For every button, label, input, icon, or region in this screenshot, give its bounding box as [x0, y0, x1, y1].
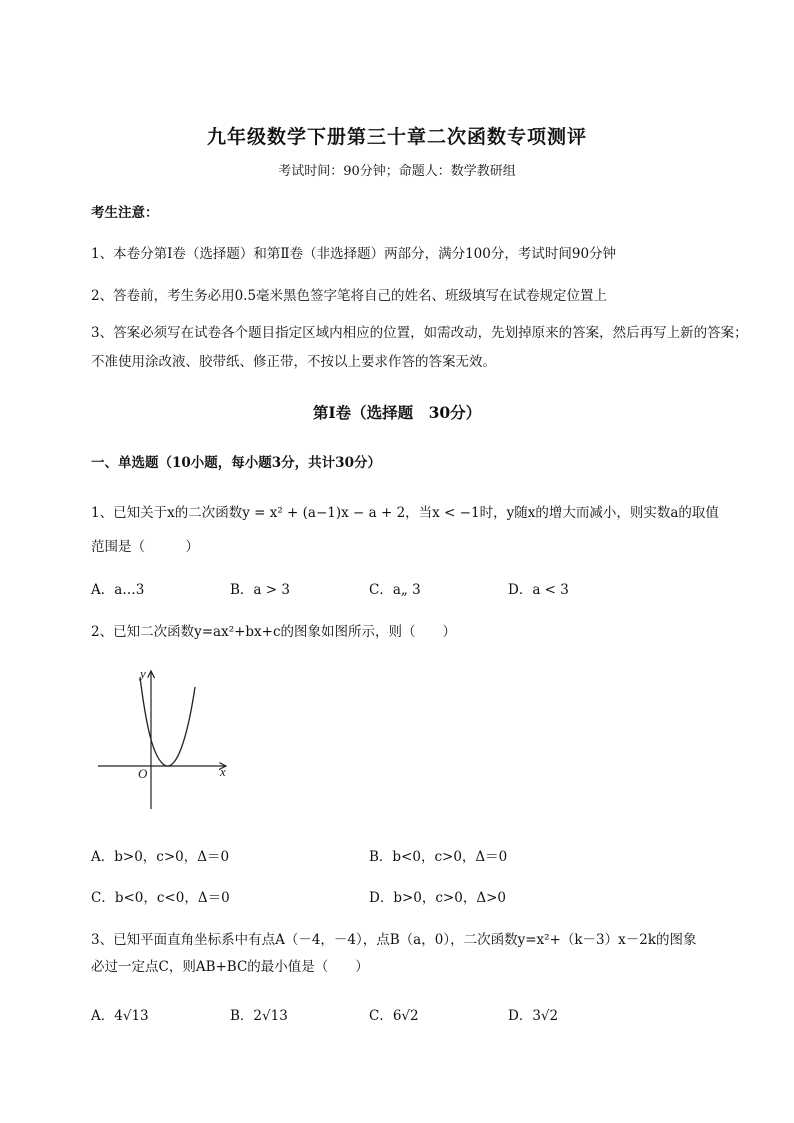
question-2-option-a: A．b>0，c>0，Δ＝0 [91, 849, 230, 865]
origin-label: O [138, 766, 148, 781]
question-1-option-c: C．a„ 3 [369, 582, 421, 598]
question-2-option-d: D．b>0，c>0，Δ>0 [369, 890, 506, 906]
question-2-stem: 2、已知二次函数y=ax²+bx+c的图象如图所示，则（ ） [91, 624, 457, 640]
question-1-stem-cont: 范围是（ ） [91, 539, 199, 555]
question-3-stem-cont: 必过一定点C，则AB+BC的最小值是（ ） [91, 959, 369, 975]
question-2-option-c: C．b<0，c<0，Δ＝0 [91, 890, 230, 906]
question-3-option-d: D．3√2 [508, 1008, 559, 1024]
notice-item-2: 2、答卷前，考生务必用0.5毫米黑色签字笔将自己的姓名、班级填写在试卷规定位置上 [91, 288, 608, 304]
notice-heading: 考生注意： [91, 205, 159, 221]
parabola-curve [140, 677, 195, 766]
part-heading: 一、单选题（10小题，每小题3分，共计30分） [91, 455, 381, 471]
page-title: 九年级数学下册第三十章二次函数专项测评 [206, 126, 587, 148]
question-3-option-a: A．4√13 [91, 1008, 149, 1024]
question-1-stem: 1、已知关于x的二次函数y = x² + (a−1)x − a + 2，当x < −1时，y随x的增大而减小，则实数a的取值 [91, 505, 719, 521]
section-title: 第I卷（选择题 30分） [312, 403, 482, 422]
y-axis-label: y [140, 666, 146, 681]
question-3-option-c: C．6√2 [369, 1008, 419, 1024]
question-2-option-b: B．b<0，c>0，Δ＝0 [369, 849, 508, 865]
x-axis-label: x [220, 764, 226, 779]
question-1-option-b: B．a > 3 [230, 582, 290, 598]
notice-item-3: 3、答案必须写在试卷各个题目指定区域内相应的位置，如需改动，先划掉原来的答案，然后再写上新的答案；不准使用涂改液、胶带纸、修正带，不按以上要求作答的答案无效。 [91, 325, 748, 370]
notice-item-1: 1、本卷分第I卷（选择题）和第Ⅱ卷（非选择题）两部分，满分100分，考试时间90分钟 [91, 246, 617, 262]
parabola-graph [96, 665, 232, 811]
question-1-option-a: A．a…3 [91, 582, 145, 598]
exam-info: 考试时间：90分钟；命题人：数学教研组 [278, 164, 516, 179]
question-3-option-b: B．2√13 [230, 1008, 288, 1024]
question-3-stem: 3、已知平面直角坐标系中有点A（－4，－4），点B（a，0），二次函数y=x²+（k－3）x－2k的图象 [91, 932, 697, 948]
question-1-option-d: D．a < 3 [508, 582, 569, 598]
